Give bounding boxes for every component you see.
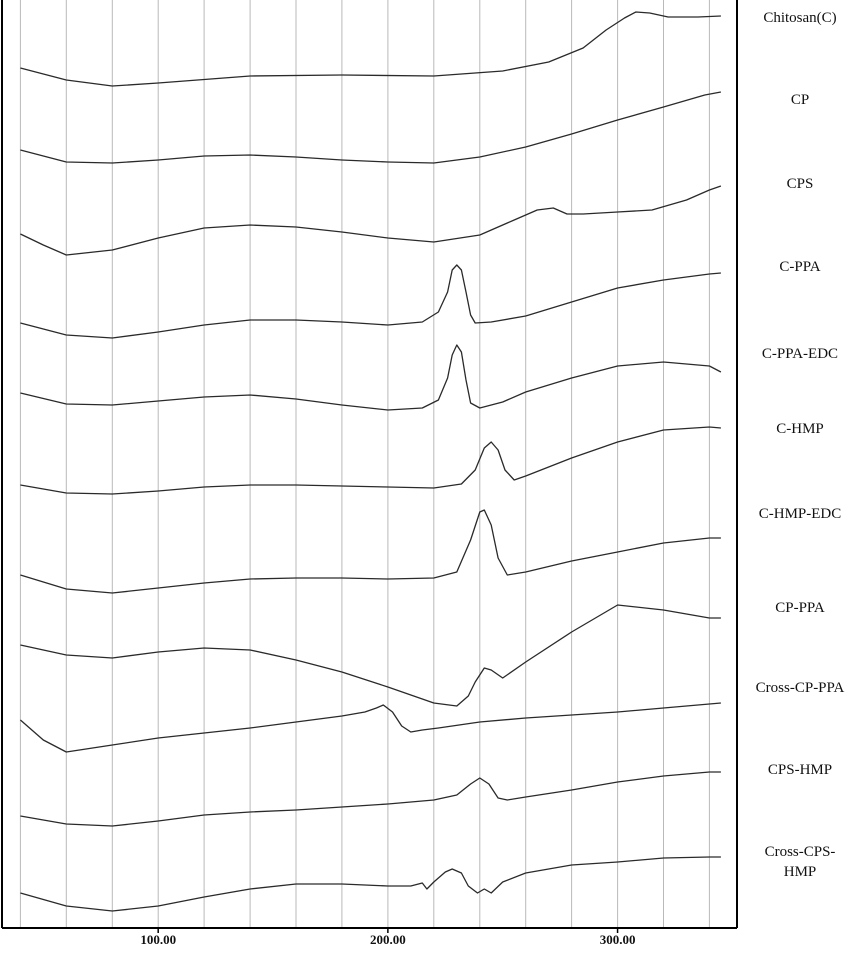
grid-layer xyxy=(20,0,709,928)
series-trace-1 xyxy=(20,12,721,86)
series-label: CP xyxy=(790,92,810,108)
series-trace-10 xyxy=(20,772,721,826)
x-tick-label: 200.00 xyxy=(370,932,406,947)
series-label: C-PPA-EDC xyxy=(761,346,839,362)
series-trace-5 xyxy=(20,345,721,410)
series-trace-2 xyxy=(20,92,721,163)
series-label: CPS-HMP xyxy=(767,762,833,778)
series-label: Cross-CP-PPA xyxy=(755,680,845,696)
series-trace-11 xyxy=(20,857,721,911)
series-label: Chitosan(C) xyxy=(763,10,837,26)
series-label: C-HMP xyxy=(776,421,824,437)
series-trace-4 xyxy=(20,265,721,338)
series-label: CP-PPA xyxy=(775,600,825,616)
series-trace-7 xyxy=(20,510,721,593)
x-axis-ticks xyxy=(140,928,635,947)
series-trace-9 xyxy=(20,703,721,752)
series-label: Cross-CPS-HMP xyxy=(764,844,836,880)
trace-layer xyxy=(20,12,721,911)
x-tick-label: 100.00 xyxy=(140,932,177,947)
series-label: CPS xyxy=(786,176,814,192)
series-label: C-HMP-EDC xyxy=(758,506,842,522)
series-trace-8 xyxy=(20,605,721,706)
x-tick-label: 300.00 xyxy=(599,932,636,947)
series-label: C-PPA xyxy=(779,259,821,275)
series-trace-6 xyxy=(20,427,721,494)
series-labels xyxy=(756,10,845,880)
series-trace-3 xyxy=(20,186,721,255)
